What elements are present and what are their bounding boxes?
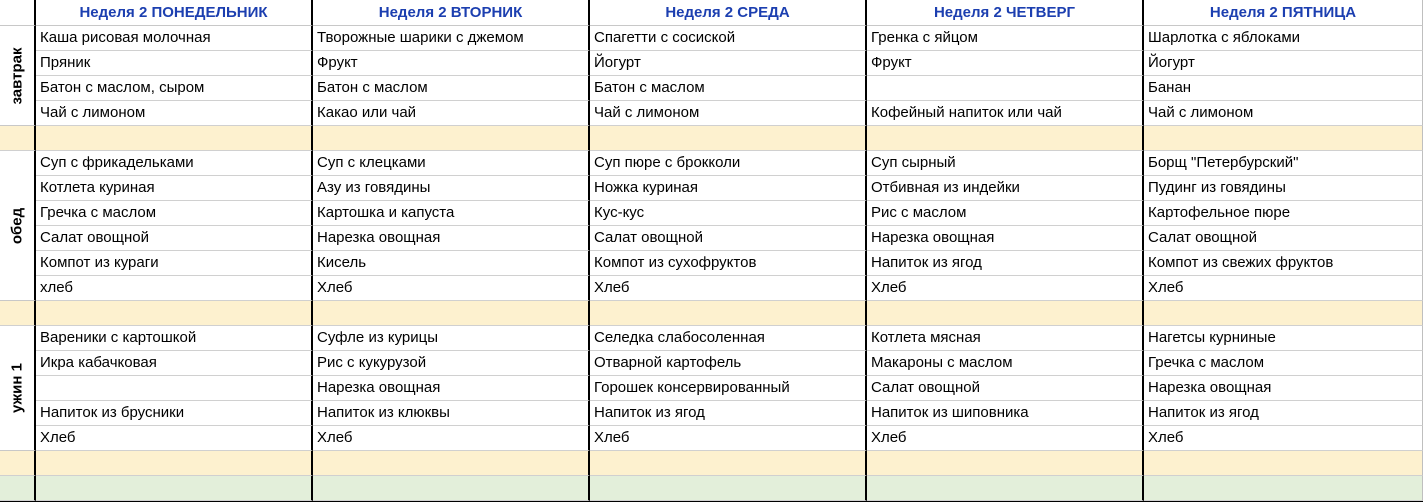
- menu-cell[interactable]: Отварной картофель: [590, 351, 867, 376]
- menu-cell[interactable]: Фрукт: [313, 51, 590, 76]
- separator-cell[interactable]: [1144, 451, 1423, 476]
- menu-cell[interactable]: Хлеб: [590, 276, 867, 301]
- menu-cell[interactable]: [867, 76, 1144, 101]
- menu-cell[interactable]: Горошек консервированный: [590, 376, 867, 401]
- menu-cell[interactable]: Салат овощной: [36, 226, 313, 251]
- menu-cell[interactable]: Суп с фрикадельками: [36, 151, 313, 176]
- menu-cell[interactable]: Суп с клецками: [313, 151, 590, 176]
- menu-cell[interactable]: Икра кабачковая: [36, 351, 313, 376]
- separator-cell[interactable]: [36, 451, 313, 476]
- menu-cell[interactable]: Салат овощной: [590, 226, 867, 251]
- separator-cell[interactable]: [590, 451, 867, 476]
- menu-cell[interactable]: Салат овощной: [867, 376, 1144, 401]
- menu-cell[interactable]: Гречка с маслом: [36, 201, 313, 226]
- menu-cell[interactable]: Чай с лимоном: [1144, 101, 1423, 126]
- menu-cell[interactable]: Напиток из брусники: [36, 401, 313, 426]
- menu-cell[interactable]: Нагетсы курниные: [1144, 326, 1423, 351]
- menu-cell[interactable]: Напиток из ягод: [590, 401, 867, 426]
- menu-cell[interactable]: Хлеб: [590, 426, 867, 451]
- separator-cell[interactable]: [36, 476, 313, 501]
- menu-cell[interactable]: Салат овощной: [1144, 226, 1423, 251]
- separator-cell[interactable]: [1144, 476, 1423, 501]
- menu-cell[interactable]: Вареники с картошкой: [36, 326, 313, 351]
- menu-cell[interactable]: Нарезка овощная: [867, 226, 1144, 251]
- meal-label-dinner-text: ужин 1: [8, 363, 26, 413]
- menu-cell[interactable]: Творожные шарики с джемом: [313, 26, 590, 51]
- menu-cell[interactable]: Хлеб: [313, 276, 590, 301]
- menu-cell[interactable]: Компот из кураги: [36, 251, 313, 276]
- menu-cell[interactable]: Азу из говядины: [313, 176, 590, 201]
- day-header-tuesday[interactable]: Неделя 2 ВТОРНИК: [313, 0, 590, 26]
- separator-cell[interactable]: [590, 126, 867, 151]
- meal-label-lunch[interactable]: [0, 151, 36, 301]
- menu-cell[interactable]: Картофельное пюре: [1144, 201, 1423, 226]
- menu-cell[interactable]: [36, 376, 313, 401]
- menu-cell[interactable]: Картошка и капуста: [313, 201, 590, 226]
- menu-cell[interactable]: Фрукт: [867, 51, 1144, 76]
- separator-cell[interactable]: [590, 476, 867, 501]
- menu-cell[interactable]: Макароны с маслом: [867, 351, 1144, 376]
- day-header-thursday[interactable]: Неделя 2 ЧЕТВЕРГ: [867, 0, 1144, 26]
- separator-cell[interactable]: [867, 301, 1144, 326]
- separator-cell[interactable]: [313, 476, 590, 501]
- menu-cell[interactable]: Батон с маслом: [313, 76, 590, 101]
- menu-cell[interactable]: Суп сырный: [867, 151, 1144, 176]
- meal-label-breakfast[interactable]: [0, 26, 36, 126]
- separator-cell[interactable]: [867, 476, 1144, 501]
- menu-cell[interactable]: Котлета куриная: [36, 176, 313, 201]
- separator-cell[interactable]: [1144, 126, 1423, 151]
- menu-cell[interactable]: Каша рисовая молочная: [36, 26, 313, 51]
- menu-cell[interactable]: Банан: [1144, 76, 1423, 101]
- separator-cell[interactable]: [36, 126, 313, 151]
- menu-cell[interactable]: Суп пюре с брокколи: [590, 151, 867, 176]
- menu-cell[interactable]: Нарезка овощная: [1144, 376, 1423, 401]
- separator-cell[interactable]: [867, 126, 1144, 151]
- day-header-wednesday[interactable]: Неделя 2 СРЕДА: [590, 0, 867, 26]
- day-header-monday[interactable]: Неделя 2 ПОНЕДЕЛЬНИК: [36, 0, 313, 26]
- corner-cell[interactable]: [0, 0, 36, 26]
- menu-cell[interactable]: Какао или чай: [313, 101, 590, 126]
- menu-cell[interactable]: Хлеб: [313, 426, 590, 451]
- separator-cell[interactable]: [313, 301, 590, 326]
- menu-cell[interactable]: Пряник: [36, 51, 313, 76]
- menu-cell[interactable]: Чай с лимоном: [590, 101, 867, 126]
- menu-cell[interactable]: Ножка куриная: [590, 176, 867, 201]
- meal-label-lunch-text: обед: [8, 207, 26, 244]
- menu-cell[interactable]: Хлеб: [36, 426, 313, 451]
- menu-cell[interactable]: Напиток из ягод: [867, 251, 1144, 276]
- menu-cell[interactable]: Батон с маслом, сыром: [36, 76, 313, 101]
- menu-cell[interactable]: Хлеб: [1144, 276, 1423, 301]
- separator-cell[interactable]: [1144, 301, 1423, 326]
- menu-cell[interactable]: Спагетти с сосиской: [590, 26, 867, 51]
- menu-cell[interactable]: Батон с маслом: [590, 76, 867, 101]
- menu-cell[interactable]: Йогурт: [1144, 51, 1423, 76]
- menu-cell[interactable]: Напиток из ягод: [1144, 401, 1423, 426]
- separator-cell[interactable]: [0, 301, 36, 326]
- menu-cell[interactable]: Рис с кукурузой: [313, 351, 590, 376]
- menu-cell[interactable]: Селедка слабосоленная: [590, 326, 867, 351]
- menu-cell[interactable]: Нарезка овощная: [313, 226, 590, 251]
- menu-cell[interactable]: Отбивная из индейки: [867, 176, 1144, 201]
- menu-cell[interactable]: Котлета мясная: [867, 326, 1144, 351]
- menu-cell[interactable]: Кофейный напиток или чай: [867, 101, 1144, 126]
- menu-cell[interactable]: Борщ "Петербурский": [1144, 151, 1423, 176]
- separator-cell[interactable]: [590, 301, 867, 326]
- menu-cell[interactable]: Напиток из клюквы: [313, 401, 590, 426]
- meal-label-dinner[interactable]: [0, 326, 36, 451]
- menu-cell[interactable]: Компот из сухофруктов: [590, 251, 867, 276]
- menu-cell[interactable]: Нарезка овощная: [313, 376, 590, 401]
- separator-cell[interactable]: [0, 476, 36, 501]
- menu-cell[interactable]: Компот из свежих фруктов: [1144, 251, 1423, 276]
- menu-cell[interactable]: Йогурт: [590, 51, 867, 76]
- menu-cell[interactable]: хлеб: [36, 276, 313, 301]
- menu-cell[interactable]: Хлеб: [867, 426, 1144, 451]
- separator-cell[interactable]: [313, 451, 590, 476]
- menu-cell[interactable]: Рис с маслом: [867, 201, 1144, 226]
- menu-cell[interactable]: Пудинг из говядины: [1144, 176, 1423, 201]
- menu-cell[interactable]: Чай с лимоном: [36, 101, 313, 126]
- separator-cell[interactable]: [867, 451, 1144, 476]
- menu-cell[interactable]: Шарлотка с яблоками: [1144, 26, 1423, 51]
- menu-cell[interactable]: Хлеб: [867, 276, 1144, 301]
- day-header-friday[interactable]: Неделя 2 ПЯТНИЦА: [1144, 0, 1423, 26]
- separator-cell[interactable]: [0, 451, 36, 476]
- menu-cell[interactable]: Хлеб: [1144, 426, 1423, 451]
- menu-cell[interactable]: Кисель: [313, 251, 590, 276]
- meal-label-breakfast-text: завтрак: [8, 47, 26, 104]
- menu-cell[interactable]: Напиток из шиповника: [867, 401, 1144, 426]
- menu-cell[interactable]: Суфле из курицы: [313, 326, 590, 351]
- separator-cell[interactable]: [0, 126, 36, 151]
- menu-cell[interactable]: Кус-кус: [590, 201, 867, 226]
- menu-cell[interactable]: Гречка с маслом: [1144, 351, 1423, 376]
- separator-cell[interactable]: [36, 301, 313, 326]
- separator-cell[interactable]: [313, 126, 590, 151]
- menu-cell[interactable]: Гренка с яйцом: [867, 26, 1144, 51]
